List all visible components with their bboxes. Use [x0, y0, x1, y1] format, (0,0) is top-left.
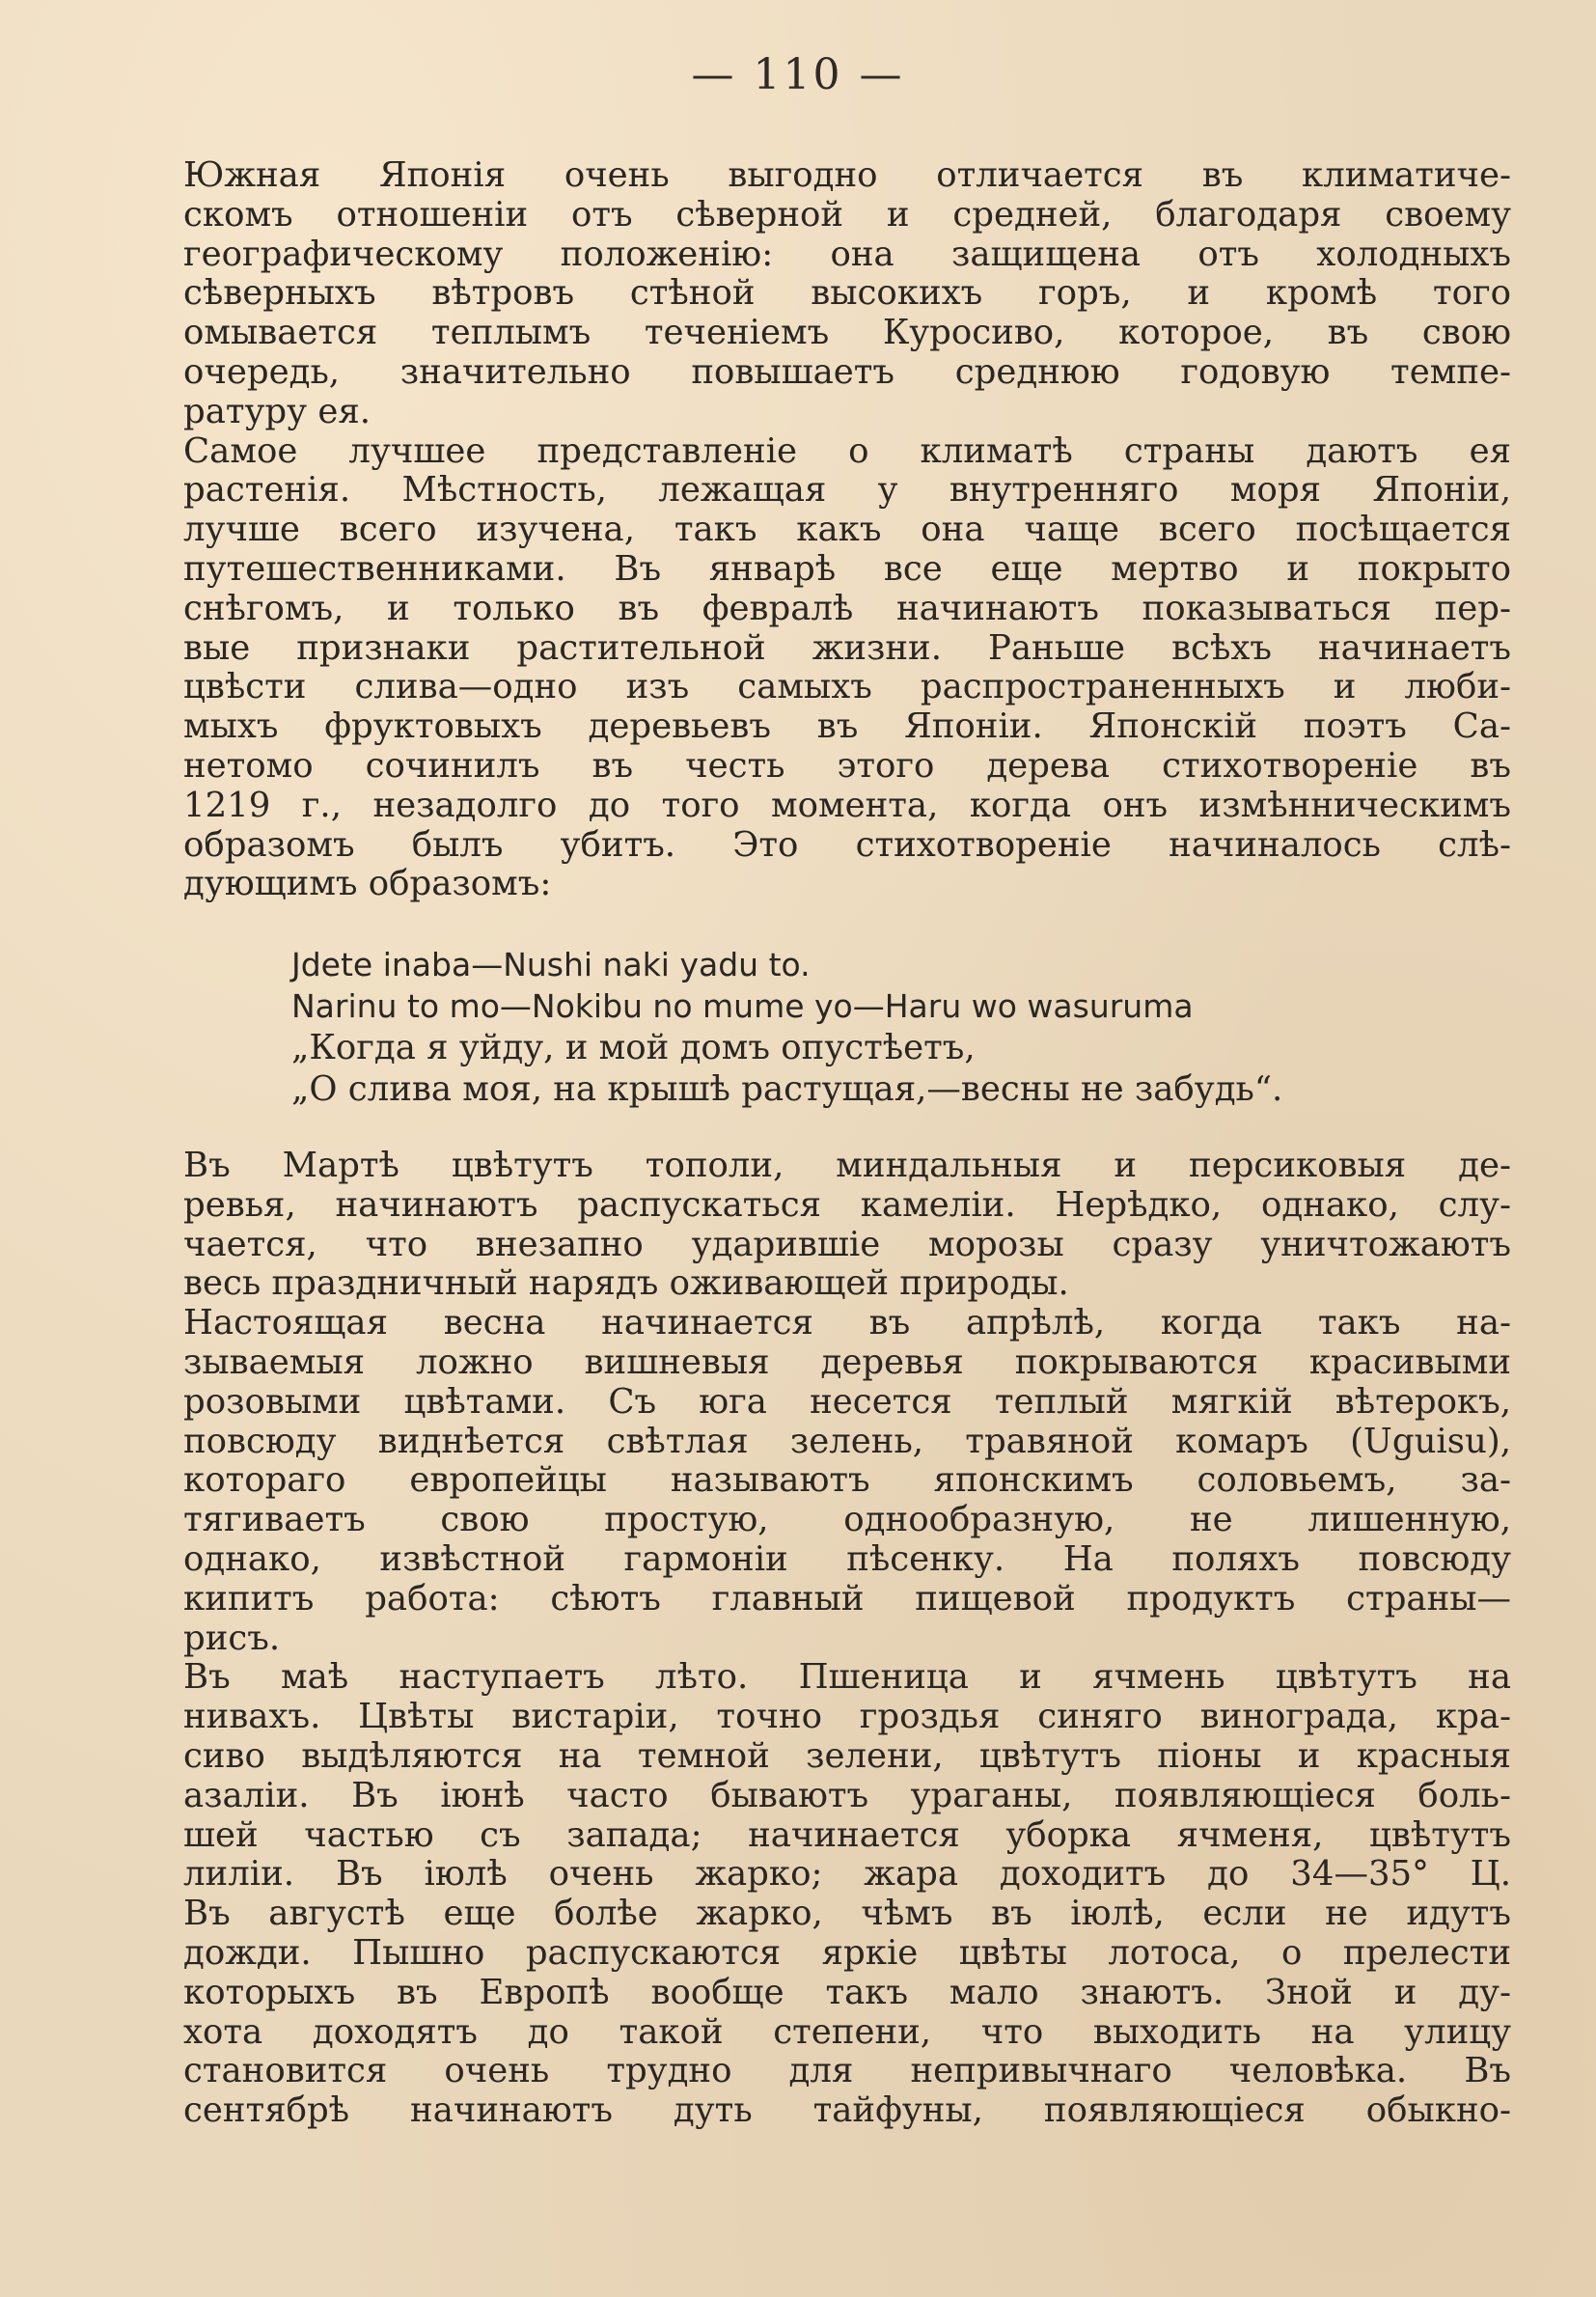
text-line: весь праздничный нарядъ оживающей природы.: [183, 1263, 1069, 1304]
text-line: Въ августѣ еще болѣе жарко, чѣмъ въ іюлѣ, если не идутъ: [183, 1894, 1511, 1934]
text-line: снѣгомъ, и только въ февралѣ начинаютъ показываться пер-: [183, 588, 1511, 628]
text-line: которыхъ въ Европѣ вообще такъ мало знаютъ. Зной и ду-: [183, 1972, 1511, 2012]
text-line: очередь, значительно повышаетъ среднюю годовую темпе-: [183, 351, 1511, 392]
poem-line-translation: „Когда я уйду, и мой домъ опустѣетъ,: [291, 1028, 976, 1067]
poem-quote: [291, 944, 1517, 1110]
text-line: чается, что внезапно ударившіе морозы сразу уничтожаютъ: [183, 1224, 1511, 1264]
text-line: ревья, начинаютъ распускаться камеліи. Нерѣдко, однако, слу-: [183, 1184, 1511, 1225]
poem-line-japanese: Narinu to mo—Nokibu no mume yo—Haru wo wasuruma: [291, 987, 1194, 1025]
text-line: цвѣсти слива—одно изъ самыхъ распространенныхъ и люби-: [183, 667, 1511, 707]
text-line: повсюду виднѣется свѣтлая зелень, травяной комаръ (Uguisu),: [183, 1421, 1511, 1461]
text-line: географическому положенію: она защищена отъ холодныхъ: [183, 234, 1511, 274]
text-line: розовыми цвѣтами. Съ юга несется теплый мягкій вѣтерокъ,: [183, 1381, 1511, 1422]
text-line: лиліи. Въ іюлѣ очень жарко; жара доходитъ до 34—35° Ц.: [183, 1854, 1511, 1895]
paragraph-block-climate: [183, 156, 1511, 904]
text-line: вые признаки растительной жизни. Раньше всѣхъ начинаетъ: [183, 627, 1511, 668]
text-line: становится очень трудно для непривычнаго человѣка. Въ: [183, 2051, 1511, 2091]
text-line: азаліи. Въ іюнѣ часто бываютъ ураганы, появляющіеся боль-: [183, 1775, 1511, 1815]
text-line: хота доходятъ до такой степени, что выходить на улицу: [183, 2011, 1511, 2052]
text-line: путешественниками. Въ январѣ все еще мертво и покрыто: [183, 548, 1511, 589]
text-line: зываемыя ложно вишневыя деревья покрываются красивыми: [183, 1342, 1511, 1382]
text-line: шей частью съ запада; начинается уборка ячменя, цвѣтутъ: [183, 1814, 1511, 1855]
poem-line-japanese: Jdete inaba—Nushi naki yadu to.: [291, 946, 811, 983]
text-line: нетомо сочинилъ въ честь этого дерева стихотвореніе въ: [183, 745, 1511, 786]
text-line: Въ Мартѣ цвѣтутъ тополи, миндальныя и персиковыя де-: [183, 1146, 1511, 1185]
text-line: 1219 г., незадолго до того момента, когда онъ измѣнническимъ: [183, 785, 1511, 825]
text-line: сентябрѣ начинаютъ дуть тайфуны, появляющіеся обыкно-: [183, 2090, 1511, 2131]
text-line: лучше всего изучена, такъ какъ она чаще всего посѣщается: [183, 510, 1511, 550]
text-line: Самое лучшее представленіе о климатѣ страны даютъ ея: [183, 430, 1511, 471]
text-line: однако, извѣстной гармоніи пѣсенку. На поляхъ повсюду: [183, 1538, 1511, 1579]
text-line: Настоящая весна начинается въ апрѣлѣ, когда такъ на-: [183, 1303, 1511, 1343]
text-line: скомъ отношеніи отъ сѣверной и средней, благодаря своему: [183, 194, 1511, 235]
text-line: Въ маѣ наступаетъ лѣто. Пшеница и ячмень цвѣтутъ на: [183, 1657, 1511, 1698]
page-number: — 110 —: [691, 50, 905, 99]
text-line: растенія. Мѣстность, лежащая у внутренняго моря Японіи,: [183, 470, 1511, 511]
text-line: мыхъ фруктовыхъ деревьевъ въ Японіи. Японскій поэтъ Са-: [183, 706, 1511, 747]
text-line: дожди. Пышно распускаются яркіе цвѣты лотоса, о прелести: [183, 1932, 1511, 1973]
text-line: дующимъ образомъ:: [183, 864, 552, 904]
text-line: омывается теплымъ теченіемъ Куросиво, которое, въ свою: [183, 313, 1511, 353]
text-line: сѣверныхъ вѣтровъ стѣной высокихъ горъ, и кромѣ того: [183, 273, 1511, 314]
text-line: кипитъ работа: сѣютъ главный пищевой продуктъ страны—: [183, 1578, 1511, 1619]
text-line: рисъ.: [183, 1618, 281, 1658]
text-line: тягиваетъ свою простую, однообразную, не лишенную,: [183, 1500, 1511, 1540]
text-line: нивахъ. Цвѣты вистаріи, точно гроздья синяго винограда, кра-: [183, 1697, 1511, 1737]
text-line: образомъ былъ убитъ. Это стихотвореніе начиналось слѣ-: [183, 824, 1511, 865]
paragraph-block-seasons: [183, 1147, 1511, 2131]
text-line: ратуру ея.: [183, 391, 371, 431]
text-line: Южная Японія очень выгодно отличается въ климатиче-: [183, 155, 1511, 195]
text-line: сиво выдѣляются на темной зелени, цвѣтутъ піоны и красныя: [183, 1735, 1511, 1776]
poem-line-translation: „О слива моя, на крышѣ растущая,—весны не забудь“.: [291, 1069, 1283, 1109]
text-line: котораго европейцы называютъ японскимъ соловьемъ, за-: [183, 1460, 1511, 1501]
